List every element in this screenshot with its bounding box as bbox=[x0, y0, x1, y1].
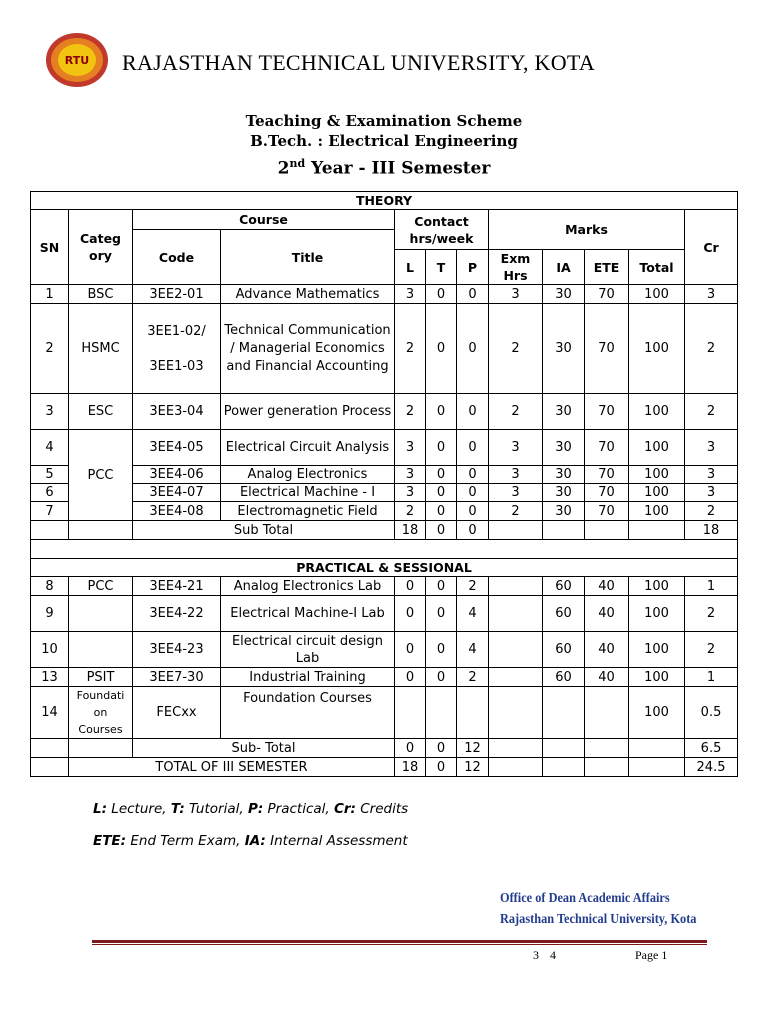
cell-code: 3EE4-05 bbox=[133, 430, 221, 466]
cell-ete: 40 bbox=[585, 668, 629, 687]
cell-p: 0 bbox=[457, 466, 489, 484]
legend-line-1 bbox=[93, 801, 408, 817]
subtotal-row bbox=[31, 521, 738, 540]
table-row bbox=[31, 502, 738, 521]
col-ete: ETE bbox=[585, 250, 629, 285]
cell-code: 3EE4-07 bbox=[133, 484, 221, 502]
cell-category: HSMC bbox=[69, 304, 133, 394]
code-line-1: 3EE1-02/ bbox=[147, 323, 206, 339]
table-row bbox=[31, 632, 738, 668]
subtotal-t: 0 bbox=[426, 521, 457, 540]
cell-p: 0 bbox=[457, 394, 489, 430]
cell-ia: 60 bbox=[543, 596, 585, 632]
col-p: P bbox=[457, 250, 489, 285]
university-name: RAJASTHAN TECHNICAL UNIVERSITY, KOTA bbox=[122, 50, 596, 75]
cell-total: 100 bbox=[629, 394, 685, 430]
cell-total: 100 bbox=[629, 466, 685, 484]
col-sn: SN bbox=[31, 210, 69, 285]
cell-sn: 8 bbox=[31, 577, 69, 596]
table-row bbox=[31, 304, 738, 394]
logo-text: RTU bbox=[64, 54, 90, 67]
grand-total-t: 0 bbox=[426, 758, 457, 777]
cell-p: 0 bbox=[457, 304, 489, 394]
cell-ia: 30 bbox=[543, 484, 585, 502]
cell-l: 3 bbox=[395, 430, 426, 466]
table-row bbox=[31, 466, 738, 484]
cell-sn: 4 bbox=[31, 430, 69, 466]
footer-rule-thin bbox=[92, 944, 707, 945]
cell-title: Analog Electronics Lab bbox=[221, 577, 395, 596]
cell-total: 100 bbox=[629, 632, 685, 668]
practical-heading: PRACTICAL & SESSIONAL bbox=[31, 559, 738, 577]
cell-total: 100 bbox=[629, 577, 685, 596]
grand-total-p: 12 bbox=[457, 758, 489, 777]
cell-exm: 3 bbox=[489, 430, 543, 466]
cell-total: 100 bbox=[629, 285, 685, 304]
cell-l: 0 bbox=[395, 596, 426, 632]
cell-ia: 30 bbox=[543, 466, 585, 484]
col-title: Title bbox=[221, 230, 395, 285]
cell-title: Electrical Circuit Analysis bbox=[221, 430, 395, 466]
cell-l: 0 bbox=[395, 632, 426, 668]
theory-heading-row bbox=[31, 192, 738, 210]
cell-sn: 13 bbox=[31, 668, 69, 687]
cell-category: PCC bbox=[69, 577, 133, 596]
legend-abbr: ETE: bbox=[93, 833, 127, 849]
year-suffix: nd bbox=[289, 157, 306, 170]
legend-abbr: P: bbox=[247, 801, 264, 817]
cell-title: Electrical Machine-I Lab bbox=[221, 596, 395, 632]
grand-total-row bbox=[31, 758, 738, 777]
cell-ia: 60 bbox=[543, 668, 585, 687]
legend-line-2 bbox=[93, 833, 408, 849]
cell-sn: 1 bbox=[31, 285, 69, 304]
cell-cr: 2 bbox=[685, 596, 738, 632]
table-row bbox=[31, 596, 738, 632]
grand-total-label: TOTAL OF III SEMESTER bbox=[69, 758, 395, 777]
page-label: Page 1 bbox=[635, 948, 668, 962]
cell-total: 100 bbox=[629, 687, 685, 739]
col-code: Code bbox=[133, 230, 221, 285]
cell-ete: 70 bbox=[585, 484, 629, 502]
cell-cr: 3 bbox=[685, 285, 738, 304]
col-exm-hrs: Exm Hrs bbox=[489, 250, 543, 285]
cell-category: Foundati on Courses bbox=[69, 687, 133, 739]
cell-sn: 9 bbox=[31, 596, 69, 632]
subtotal-cr: 6.5 bbox=[685, 739, 738, 758]
cell-ete: 70 bbox=[585, 466, 629, 484]
cell-exm: 2 bbox=[489, 394, 543, 430]
cell-sn: 3 bbox=[31, 394, 69, 430]
cell-t: 0 bbox=[426, 668, 457, 687]
cell-l: 3 bbox=[395, 466, 426, 484]
legend-text: Internal Assessment bbox=[265, 833, 408, 849]
col-course: Course bbox=[133, 210, 395, 230]
cell-cr: 2 bbox=[685, 394, 738, 430]
col-contact: Contact hrs/week bbox=[395, 210, 489, 250]
cell-total: 100 bbox=[629, 304, 685, 394]
subtotal-l: 18 bbox=[395, 521, 426, 540]
office-stamp bbox=[500, 888, 696, 930]
cell-t: 0 bbox=[426, 430, 457, 466]
cell-cr: 2 bbox=[685, 632, 738, 668]
table-row bbox=[31, 430, 738, 466]
cell-l: 0 bbox=[395, 577, 426, 596]
cell-code: 3EE2-01 bbox=[133, 285, 221, 304]
cell-title: Analog Electronics bbox=[221, 466, 395, 484]
cell-ete: 70 bbox=[585, 285, 629, 304]
table-row bbox=[31, 577, 738, 596]
program-title: B.Tech. : Electrical Engineering bbox=[250, 132, 518, 150]
stamp-line-2: Rajasthan Technical University, Kota bbox=[500, 912, 697, 927]
cell-title: Power generation Process bbox=[221, 394, 395, 430]
legend-abbr: IA: bbox=[244, 833, 266, 849]
col-t: T bbox=[426, 250, 457, 285]
cell-exm: 3 bbox=[489, 466, 543, 484]
cell-ia: 30 bbox=[543, 304, 585, 394]
cell-p: 0 bbox=[457, 430, 489, 466]
cell-title: Electrical circuit design Lab bbox=[221, 632, 395, 668]
legend-text: Tutorial, bbox=[184, 801, 248, 817]
cell-sn: 14 bbox=[31, 687, 69, 739]
col-total: Total bbox=[629, 250, 685, 285]
subtotal-row bbox=[31, 739, 738, 758]
stamp-line-1: Office of Dean Academic Affairs bbox=[500, 891, 670, 906]
cell-t: 0 bbox=[426, 596, 457, 632]
cell-l: 2 bbox=[395, 502, 426, 521]
cell-cr: 3 bbox=[685, 466, 738, 484]
cell-l: 0 bbox=[395, 668, 426, 687]
cell-p: 4 bbox=[457, 596, 489, 632]
separator-row bbox=[31, 540, 738, 559]
legend-text: Practical, bbox=[263, 801, 334, 817]
cell-ia: 30 bbox=[543, 430, 585, 466]
cell-cr: 3 bbox=[685, 430, 738, 466]
cell-t: 0 bbox=[426, 285, 457, 304]
cell-total: 100 bbox=[629, 430, 685, 466]
table-row bbox=[31, 687, 738, 739]
cell-cr: 0.5 bbox=[685, 687, 738, 739]
cell-l: 2 bbox=[395, 394, 426, 430]
theory-heading: THEORY bbox=[31, 192, 738, 210]
col-l: L bbox=[395, 250, 426, 285]
cell-t: 0 bbox=[426, 304, 457, 394]
cell-total: 100 bbox=[629, 668, 685, 687]
cell-exm: 2 bbox=[489, 502, 543, 521]
grand-total-cr: 24.5 bbox=[685, 758, 738, 777]
cell-sn: 2 bbox=[31, 304, 69, 394]
cell-ete: 70 bbox=[585, 394, 629, 430]
legend-text: Lecture, bbox=[107, 801, 171, 817]
cell-total: 100 bbox=[629, 596, 685, 632]
legend-text: End Term Exam, bbox=[126, 833, 245, 849]
cell-p: 0 bbox=[457, 484, 489, 502]
subtotal-label: Sub- Total bbox=[133, 739, 395, 758]
cell-code: 3EE4-23 bbox=[133, 632, 221, 668]
cell-code: FECxx bbox=[133, 687, 221, 739]
cell-code: 3EE4-22 bbox=[133, 596, 221, 632]
col-cr: Cr bbox=[685, 210, 738, 285]
cell-title: Electromagnetic Field bbox=[221, 502, 395, 521]
cell-category: PCC bbox=[69, 430, 133, 521]
cell-p: 4 bbox=[457, 632, 489, 668]
cell-ia: 30 bbox=[543, 394, 585, 430]
cell-ete: 40 bbox=[585, 596, 629, 632]
col-category: Categ ory bbox=[69, 210, 133, 285]
legend-text: Credits bbox=[355, 801, 409, 817]
cell-code bbox=[133, 304, 221, 394]
cell-code: 3EE4-06 bbox=[133, 466, 221, 484]
cell-ia: 30 bbox=[543, 502, 585, 521]
cell-ia: 30 bbox=[543, 285, 585, 304]
cell-category: BSC bbox=[69, 285, 133, 304]
page-numbers: 3 4 bbox=[533, 948, 556, 962]
table-row bbox=[31, 394, 738, 430]
practical-heading-row bbox=[31, 559, 738, 577]
table-row bbox=[31, 484, 738, 502]
cell-exm: 3 bbox=[489, 285, 543, 304]
col-marks: Marks bbox=[489, 210, 685, 250]
subtotal-l: 0 bbox=[395, 739, 426, 758]
cell-p: 2 bbox=[457, 668, 489, 687]
grand-total-l: 18 bbox=[395, 758, 426, 777]
scheme-titles bbox=[0, 111, 768, 182]
cell-sn: 6 bbox=[31, 484, 69, 502]
cell-ete: 70 bbox=[585, 304, 629, 394]
cell-category: PSIT bbox=[69, 668, 133, 687]
cell-exm: 3 bbox=[489, 484, 543, 502]
cell-cr: 2 bbox=[685, 304, 738, 394]
table-row bbox=[31, 285, 738, 304]
cell-exm: 2 bbox=[489, 304, 543, 394]
cell-p: 2 bbox=[457, 577, 489, 596]
cell-code: 3EE4-08 bbox=[133, 502, 221, 521]
semester-text: Year - III Semester bbox=[305, 158, 491, 179]
cell-title: Foundation Courses bbox=[221, 687, 395, 739]
cell-sn: 10 bbox=[31, 632, 69, 668]
semester-title bbox=[0, 151, 768, 182]
scheme-table bbox=[30, 191, 738, 777]
year-number: 2 bbox=[277, 158, 290, 179]
legend-abbr: L: bbox=[93, 801, 108, 817]
cell-code: 3EE3-04 bbox=[133, 394, 221, 430]
cell-t: 0 bbox=[426, 632, 457, 668]
cell-cr: 3 bbox=[685, 484, 738, 502]
cell-code: 3EE7-30 bbox=[133, 668, 221, 687]
cell-category: ESC bbox=[69, 394, 133, 430]
cell-code: 3EE4-21 bbox=[133, 577, 221, 596]
subtotal-p: 0 bbox=[457, 521, 489, 540]
cell-title: Industrial Training bbox=[221, 668, 395, 687]
col-ia: IA bbox=[543, 250, 585, 285]
subtotal-label: Sub Total bbox=[133, 521, 395, 540]
cell-l: 2 bbox=[395, 304, 426, 394]
cell-ia: 60 bbox=[543, 577, 585, 596]
cell-sn: 5 bbox=[31, 466, 69, 484]
cell-title: Technical Communication / Managerial Economics and Financial Accounting bbox=[221, 304, 395, 394]
table-row bbox=[31, 668, 738, 687]
cell-sn: 7 bbox=[31, 502, 69, 521]
cell-title: Advance Mathematics bbox=[221, 285, 395, 304]
cell-title: Electrical Machine - I bbox=[221, 484, 395, 502]
cell-ete: 70 bbox=[585, 502, 629, 521]
subtotal-t: 0 bbox=[426, 739, 457, 758]
cell-cr: 2 bbox=[685, 502, 738, 521]
legend-abbr: T: bbox=[170, 801, 185, 817]
scheme-title: Teaching & Examination Scheme bbox=[245, 112, 523, 130]
cell-t: 0 bbox=[426, 577, 457, 596]
cell-l: 3 bbox=[395, 484, 426, 502]
header-row-1 bbox=[31, 210, 738, 230]
cell-total: 100 bbox=[629, 502, 685, 521]
cell-ete: 40 bbox=[585, 632, 629, 668]
cell-ete: 70 bbox=[585, 430, 629, 466]
university-logo bbox=[42, 30, 112, 90]
cell-t: 0 bbox=[426, 484, 457, 502]
page-header bbox=[0, 30, 768, 90]
cell-p: 0 bbox=[457, 285, 489, 304]
code-line-2: 3EE1-03 bbox=[149, 358, 204, 374]
subtotal-p: 12 bbox=[457, 739, 489, 758]
cell-t: 0 bbox=[426, 502, 457, 521]
footer-rule bbox=[92, 940, 707, 943]
cell-ete: 40 bbox=[585, 577, 629, 596]
cell-cr: 1 bbox=[685, 577, 738, 596]
legend-abbr: Cr: bbox=[333, 801, 356, 817]
cell-total: 100 bbox=[629, 484, 685, 502]
cell-t: 0 bbox=[426, 466, 457, 484]
cell-l: 3 bbox=[395, 285, 426, 304]
cell-ia: 60 bbox=[543, 632, 585, 668]
cell-cr: 1 bbox=[685, 668, 738, 687]
subtotal-cr: 18 bbox=[685, 521, 738, 540]
cell-t: 0 bbox=[426, 394, 457, 430]
cell-p: 0 bbox=[457, 502, 489, 521]
